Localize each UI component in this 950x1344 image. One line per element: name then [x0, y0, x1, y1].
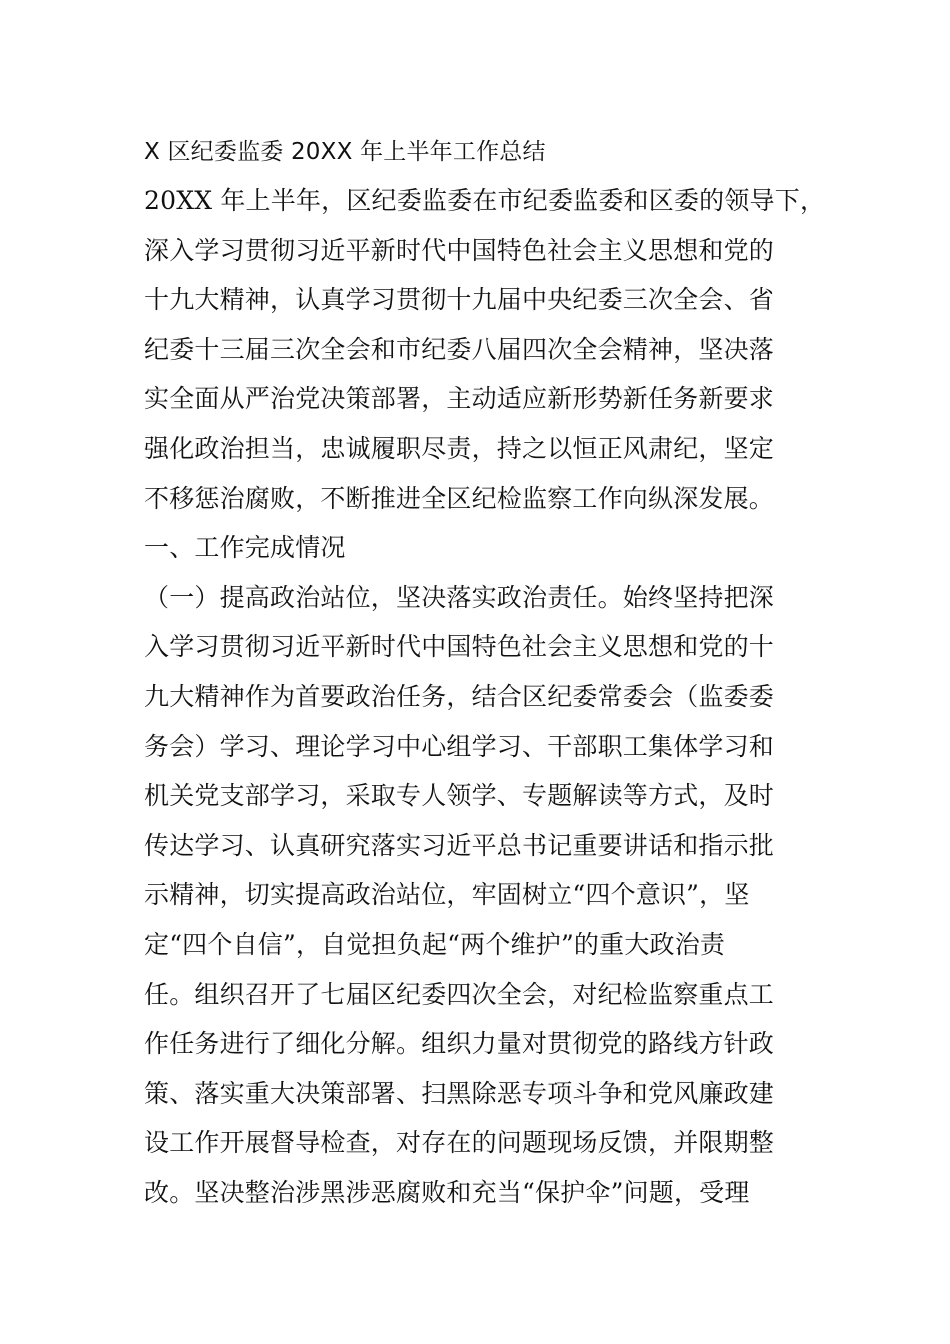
text-line: 任。组织召开了七届区纪委四次全会，对纪检监察重点工 [144, 979, 775, 1009]
text-line: 改。坚决整治涉黑涉恶腐败和充当“保护伞”问题，受理 [144, 1177, 750, 1207]
text-line: 定“四个自信”，自觉担负起“两个维护”的重大政治责 [144, 929, 726, 959]
text-line: 不移惩治腐败，不断推进全区纪检监察工作向纵深发展。 [144, 483, 775, 513]
text-line: 纪委十三届三次全会和市纪委八届四次全会精神，坚决落 [144, 334, 775, 364]
text-line: 设工作开展督导检查，对存在的问题现场反馈，并限期整 [144, 1128, 775, 1158]
text-line: （一）提高政治站位，坚决落实政治责任。始终坚持把深 [144, 582, 775, 612]
section-heading: 一、工作完成情况 [144, 533, 346, 563]
text-line: 机关党支部学习，采取专人领学、专题解读等方式，及时 [144, 781, 775, 811]
text-line: 实全面从严治党决策部署，主动适应新形势新任务新要求 [144, 384, 775, 414]
text-line: 策、落实重大决策部署、扫黑除恶专项斗争和党风廉政建 [144, 1078, 775, 1108]
text-line: 务会）学习、理论学习中心组学习、干部职工集体学习和 [144, 731, 775, 761]
text-line: 20XX 年上半年，区纪委监委在市纪委监委和区委的领导下， [144, 186, 826, 215]
document-page [144, 128, 844, 1217]
text-line: 入学习贯彻习近平新时代中国特色社会主义思想和党的十 [144, 632, 775, 662]
text-line: 作任务进行了细化分解。组织力量对贯彻党的路线方针政 [144, 1029, 775, 1059]
text-line: 强化政治担当，忠诚履职尽责，持之以恒正风肃纪，坚定 [144, 433, 775, 463]
document-title: X 区纪委监委 20XX 年上半年工作总结 [144, 139, 546, 165]
text-line: 十九大精神，认真学习贯彻十九届中央纪委三次全会、省 [144, 285, 775, 315]
text-line: 示精神，切实提高政治站位，牢固树立“四个意识”，坚 [144, 880, 750, 910]
text-line: 深入学习贯彻习近平新时代中国特色社会主义思想和党的 [144, 235, 775, 265]
text-line: 九大精神作为首要政治任务，结合区纪委常委会（监委委 [144, 681, 775, 711]
text-line: 传达学习、认真研究落实习近平总书记重要讲话和指示批 [144, 830, 775, 860]
